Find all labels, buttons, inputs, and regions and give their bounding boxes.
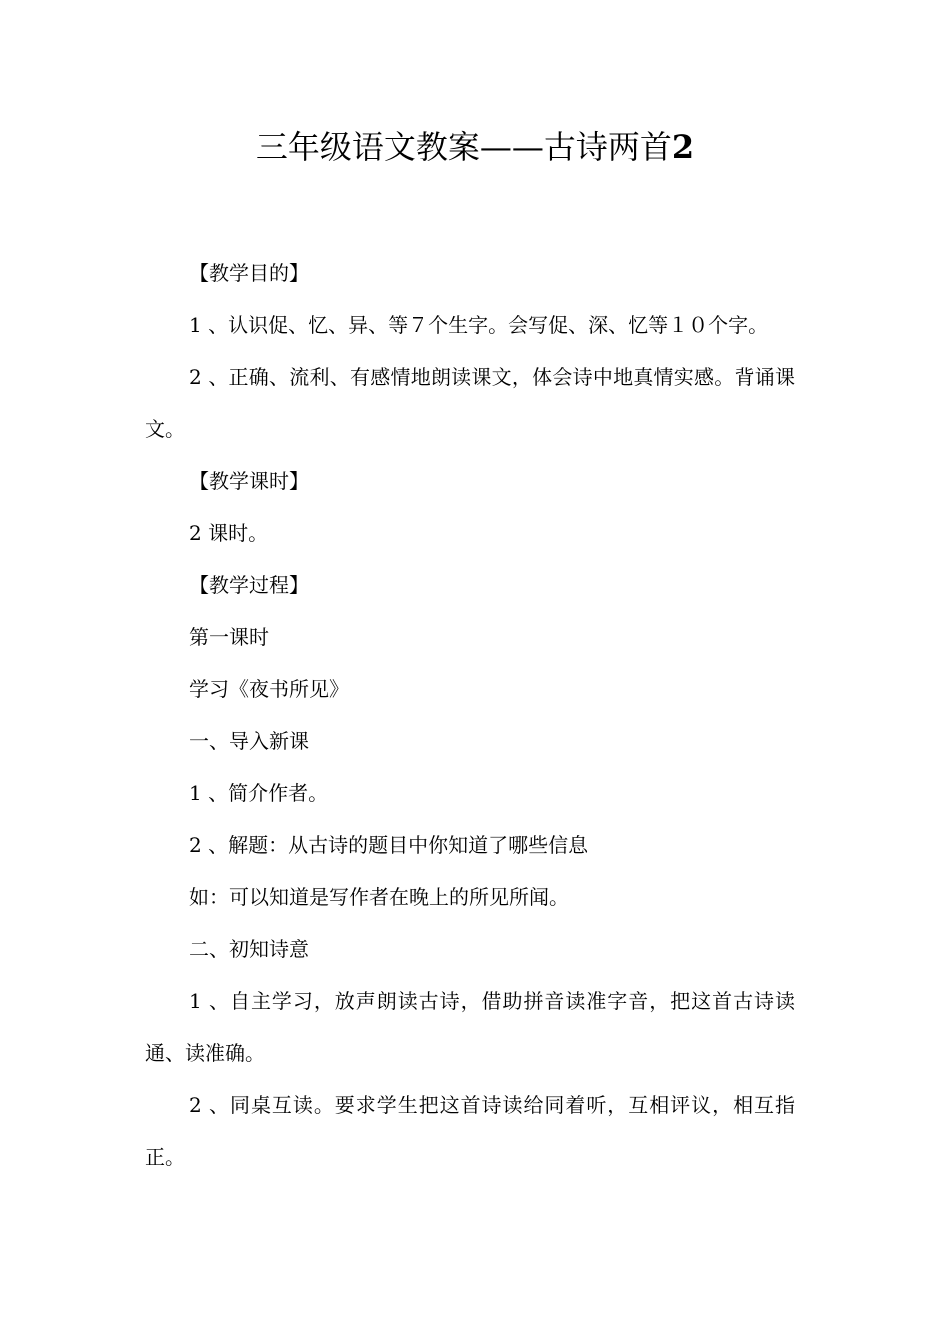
section-heading-objectives: 【教学目的】 <box>189 261 309 285</box>
document-title <box>0 125 950 169</box>
document-title-text: 三年级语文教案——古诗两首 <box>255 128 672 166</box>
meaning-item-2: 2 、同桌互读。要求学生把这首诗读给同着听，互相评议，相互指正。 <box>145 1093 795 1169</box>
objective-item-2: 2 、正确、流利、有感情地朗读课文，体会诗中地真情实感。背诵课文。 <box>145 365 795 441</box>
intro-item-1: 1 、简介作者。 <box>189 781 329 805</box>
section-heading-process: 【教学过程】 <box>189 573 309 597</box>
meaning-item-1: 1 、自主学习，放声朗读古诗，借助拼音读准字音，把这首古诗读通、读准确。 <box>145 989 795 1065</box>
intro-example: 如：可以知道是写作者在晚上的所见所闻。 <box>189 885 569 909</box>
step-heading-intro: 一、导入新课 <box>189 729 309 753</box>
lesson-heading: 学习《夜书所见》 <box>189 677 349 701</box>
period-heading: 第一课时 <box>189 625 269 649</box>
step-heading-meaning: 二、初知诗意 <box>189 937 309 961</box>
periods-text: 2 课时。 <box>189 521 269 545</box>
section-heading-periods: 【教学课时】 <box>189 469 309 493</box>
document-body <box>145 247 795 1183</box>
intro-item-2: 2 、解题：从古诗的题目中你知道了哪些信息 <box>189 833 589 857</box>
objective-item-1: 1 、认识促、忆、异、等７个生字。会写促、深、忆等１０个字。 <box>189 313 769 337</box>
document-title-number: 2 <box>671 128 695 166</box>
